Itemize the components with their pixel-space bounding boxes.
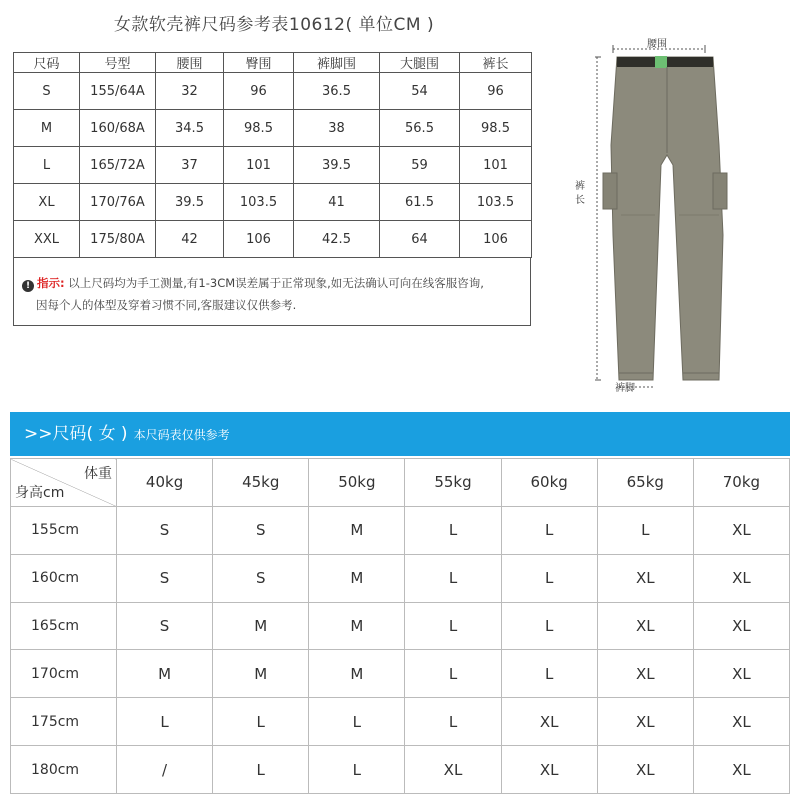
size-recommendation-cell: XL xyxy=(597,554,693,602)
size-table-cell: 96 xyxy=(224,73,294,110)
size-recommendation-cell: S xyxy=(213,554,309,602)
header-thigh: 大腿围 xyxy=(380,53,460,73)
size-recommendation-cell: L xyxy=(405,650,501,698)
size-recommendation-cell: L xyxy=(405,602,501,650)
size-recommendation-cell: M xyxy=(213,650,309,698)
size-recommendation-cell: L xyxy=(213,698,309,746)
weight-header-cell: 65kg xyxy=(597,459,693,507)
chart-row xyxy=(11,698,790,746)
hem-label: 裤脚 xyxy=(615,383,635,394)
size-table-cell: 38 xyxy=(294,110,380,147)
size-recommendation-cell: M xyxy=(309,554,405,602)
size-table-row xyxy=(14,184,532,221)
size-recommendation-cell: XL xyxy=(693,554,789,602)
size-recommendation-cell: S xyxy=(117,602,213,650)
page-title: 女款软壳裤尺码参考表10612( 单位CM ) xyxy=(113,15,435,35)
chart-corner-cell xyxy=(11,459,117,507)
size-recommendation-cell: S xyxy=(117,506,213,554)
size-table-cell: 34.5 xyxy=(156,110,224,147)
height-header-cell: 180cm xyxy=(11,746,117,794)
size-table-cell: 32 xyxy=(156,73,224,110)
size-table-cell: 106 xyxy=(460,221,532,258)
size-recommendation-cell: L xyxy=(405,506,501,554)
size-table-cell: 61.5 xyxy=(380,184,460,221)
size-table-cell: 160/68A xyxy=(80,110,156,147)
size-table-cell: 54 xyxy=(380,73,460,110)
size-table-cell: 101 xyxy=(224,147,294,184)
weight-header-cell: 60kg xyxy=(501,459,597,507)
size-recommendation-cell: XL xyxy=(597,698,693,746)
size-recommendation-cell: XL xyxy=(693,698,789,746)
chart-row xyxy=(11,746,790,794)
size-recommendation-cell: M xyxy=(309,506,405,554)
size-recommendation-cell: L xyxy=(501,602,597,650)
size-table-cell: 98.5 xyxy=(224,110,294,147)
size-recommendation-cell: L xyxy=(501,650,597,698)
size-recommendation-cell: L xyxy=(117,698,213,746)
chart-row xyxy=(11,650,790,698)
size-recommendation-cell: L xyxy=(597,506,693,554)
height-header-cell: 155cm xyxy=(11,506,117,554)
size-table-row xyxy=(14,147,532,184)
size-recommendation-cell: XL xyxy=(693,650,789,698)
size-table-cell: 56.5 xyxy=(380,110,460,147)
info-icon: ! xyxy=(22,280,34,292)
height-weight-size-chart xyxy=(10,458,790,794)
header-length: 裤长 xyxy=(460,53,532,73)
size-recommendation-cell: XL xyxy=(597,602,693,650)
size-recommendation-cell: L xyxy=(501,554,597,602)
size-table-cell: S xyxy=(14,73,80,110)
note-line-2: 因每个人的体型及穿着习惯不同,客服建议仅供参考. xyxy=(36,298,297,312)
size-recommendation-cell: XL xyxy=(693,506,789,554)
corner-weight-label: 体重 xyxy=(84,466,112,482)
header-model: 号型 xyxy=(80,53,156,73)
size-recommendation-cell: L xyxy=(405,698,501,746)
size-table-cell: 106 xyxy=(224,221,294,258)
size-table-cell: 103.5 xyxy=(460,184,532,221)
size-recommendation-cell: XL xyxy=(693,602,789,650)
banner-subtitle: 本尺码表仅供参考 xyxy=(133,428,230,442)
length-label-2: 长 xyxy=(575,195,585,206)
weight-header-cell: 70kg xyxy=(693,459,789,507)
size-table-header-row xyxy=(14,53,532,73)
size-recommendation-cell: / xyxy=(117,746,213,794)
size-table-cell: 39.5 xyxy=(156,184,224,221)
size-table-cell: 98.5 xyxy=(460,110,532,147)
size-recommendation-cell: M xyxy=(309,650,405,698)
size-recommendation-cell: L xyxy=(501,506,597,554)
size-table-cell: 96 xyxy=(460,73,532,110)
chart-banner xyxy=(10,412,790,456)
note-line-1: 以上尺码均为手工测量,有1-3CM误差属于正常现象,如无法确认可向在线客服咨询, xyxy=(64,276,484,290)
size-recommendation-cell: XL xyxy=(501,698,597,746)
note-label: 指示: xyxy=(37,276,65,290)
size-recommendation-cell: M xyxy=(309,602,405,650)
height-header-cell: 170cm xyxy=(11,650,117,698)
size-measurement-table xyxy=(13,52,532,258)
size-recommendation-cell: XL xyxy=(405,746,501,794)
size-table-row xyxy=(14,73,532,110)
size-table-cell: 39.5 xyxy=(294,147,380,184)
size-table-cell: 36.5 xyxy=(294,73,380,110)
waist-label: 腰围 xyxy=(647,39,667,50)
size-table-row xyxy=(14,110,532,147)
size-table-cell: 103.5 xyxy=(224,184,294,221)
height-header-cell: 175cm xyxy=(11,698,117,746)
size-table-cell: 155/64A xyxy=(80,73,156,110)
size-recommendation-cell: L xyxy=(405,554,501,602)
size-table-cell: 165/72A xyxy=(80,147,156,184)
height-header-cell: 160cm xyxy=(11,554,117,602)
size-table-cell: 170/76A xyxy=(80,184,156,221)
size-table-cell: XL xyxy=(14,184,80,221)
size-recommendation-cell: XL xyxy=(597,650,693,698)
size-table-row xyxy=(14,221,532,258)
size-table-cell: 37 xyxy=(156,147,224,184)
chart-row xyxy=(11,506,790,554)
size-recommendation-cell: S xyxy=(117,554,213,602)
size-recommendation-cell: XL xyxy=(693,746,789,794)
size-table-cell: 64 xyxy=(380,221,460,258)
height-header-cell: 165cm xyxy=(11,602,117,650)
size-table-cell: XXL xyxy=(14,221,80,258)
size-table-cell: L xyxy=(14,147,80,184)
pants-illustration xyxy=(595,35,745,395)
header-hip: 臀围 xyxy=(224,53,294,73)
corner-height-label: 身高cm xyxy=(15,484,65,501)
chart-header-row xyxy=(11,459,790,507)
pants-figure xyxy=(575,35,745,395)
banner-title: >>尺码( 女 ) xyxy=(24,424,128,444)
size-table-cell: 59 xyxy=(380,147,460,184)
header-size: 尺码 xyxy=(14,53,80,73)
size-table-cell: 175/80A xyxy=(80,221,156,258)
size-recommendation-cell: L xyxy=(309,698,405,746)
size-table-cell: 42 xyxy=(156,221,224,258)
size-recommendation-cell: XL xyxy=(501,746,597,794)
weight-header-cell: 40kg xyxy=(117,459,213,507)
size-recommendation-cell: L xyxy=(213,746,309,794)
size-recommendation-cell: M xyxy=(213,602,309,650)
header-waist: 腰围 xyxy=(156,53,224,73)
note-box xyxy=(13,258,531,326)
size-table-cell: 41 xyxy=(294,184,380,221)
weight-header-cell: 50kg xyxy=(309,459,405,507)
header-hem: 裤脚围 xyxy=(294,53,380,73)
length-label-1: 裤 xyxy=(575,181,585,192)
size-recommendation-cell: XL xyxy=(597,746,693,794)
size-table-cell: 42.5 xyxy=(294,221,380,258)
chart-row xyxy=(11,554,790,602)
weight-header-cell: 45kg xyxy=(213,459,309,507)
size-table-cell: M xyxy=(14,110,80,147)
size-recommendation-cell: M xyxy=(117,650,213,698)
size-table-cell: 101 xyxy=(460,147,532,184)
chart-row xyxy=(11,602,790,650)
size-recommendation-cell: S xyxy=(213,506,309,554)
size-recommendation-cell: L xyxy=(309,746,405,794)
weight-header-cell: 55kg xyxy=(405,459,501,507)
